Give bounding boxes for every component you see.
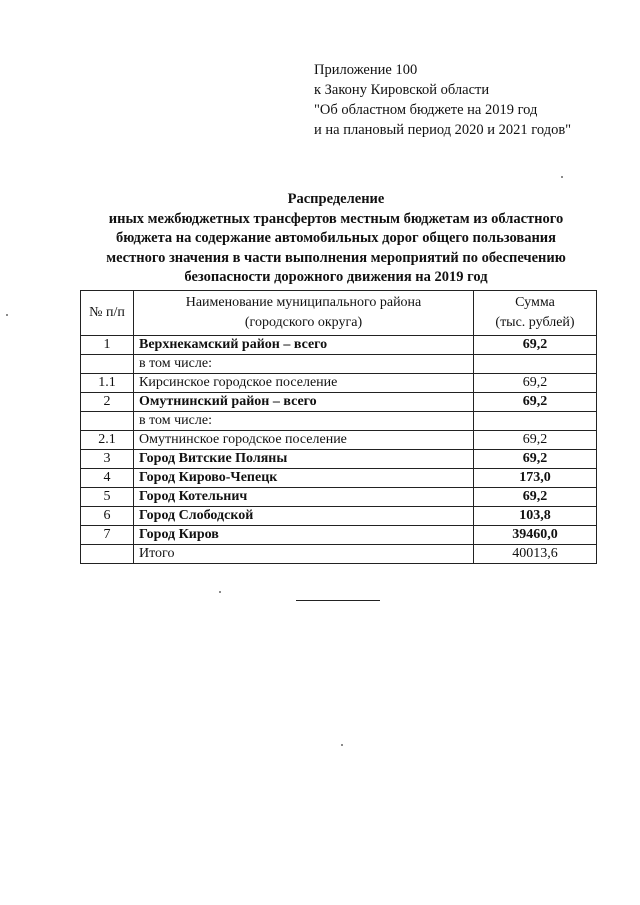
cell-name: в том числе: (134, 355, 474, 374)
title-line: бюджета на содержание автомобильных дорог общего пользования (115, 230, 557, 246)
distribution-table (80, 290, 597, 564)
appendix-line: "Об областном бюджете на 2019 год (314, 102, 538, 118)
appendix-line: Приложение 100 (314, 62, 418, 78)
scan-speck (6, 314, 8, 316)
table-row (81, 507, 597, 526)
cell-name: Город Слободской (134, 507, 474, 526)
cell-sum: 39460,0 (474, 526, 597, 545)
cell-sum: 40013,6 (474, 545, 597, 564)
cell-num: 5 (81, 488, 134, 507)
cell-name: в том числе: (134, 412, 474, 431)
cell-sum: 173,0 (474, 469, 597, 488)
cell-name: Город Киров (134, 526, 474, 545)
title-line: Распределение (287, 191, 385, 207)
cell-name: Омутнинское городское поселение (134, 431, 474, 450)
title-line: безопасности дорожного движения на 2019 год (184, 269, 488, 285)
appendix-line: и на плановый период 2020 и 2021 годов" (314, 122, 572, 138)
header-sum-line2: (тыс. рублей) (495, 315, 575, 330)
cell-sum: 69,2 (474, 374, 597, 393)
cell-num: 1.1 (81, 374, 134, 393)
cell-sum: 103,8 (474, 507, 597, 526)
table-row (81, 393, 597, 412)
title-line: иных межбюджетных трансфертов местным бюджетам из областного (108, 210, 564, 227)
table-row (81, 469, 597, 488)
cell-sum: 69,2 (474, 393, 597, 412)
cell-num (81, 355, 134, 374)
header-num: № п/п (81, 291, 134, 336)
cell-num: 2.1 (81, 431, 134, 450)
table-row (81, 355, 597, 374)
cell-name: Город Кирово-Чепецк (134, 469, 474, 488)
cell-num: 1 (81, 336, 134, 355)
cell-name: Омутнинский район – всего (134, 393, 474, 412)
table-row (81, 374, 597, 393)
table-row (81, 488, 597, 507)
scan-speck (219, 591, 221, 593)
header-name (134, 291, 474, 336)
table-row (81, 526, 597, 545)
cell-name: Кирсинское городское поселение (134, 374, 474, 393)
cell-num: 2 (81, 393, 134, 412)
document-title (70, 190, 602, 288)
header-sum-line1: Сумма (515, 295, 555, 310)
closing-rule (296, 600, 380, 601)
header-name-line2: (городского округа) (244, 315, 363, 330)
header-name-line1: Наименование муниципального района (185, 295, 422, 310)
cell-sum: 69,2 (474, 488, 597, 507)
scan-speck (341, 744, 343, 746)
cell-name: Город Витские Поляны (134, 450, 474, 469)
cell-num: 3 (81, 450, 134, 469)
table-row (81, 431, 597, 450)
cell-num: 4 (81, 469, 134, 488)
table-row (81, 412, 597, 431)
table-row (81, 450, 597, 469)
table-row (81, 336, 597, 355)
cell-sum (474, 412, 597, 431)
table-body (81, 336, 597, 564)
appendix-block (314, 60, 571, 140)
cell-name: Город Котельнич (134, 488, 474, 507)
table-header-row (81, 291, 597, 336)
cell-num: 6 (81, 507, 134, 526)
cell-num (81, 545, 134, 564)
table-row (81, 545, 597, 564)
cell-name: Итого (134, 545, 474, 564)
appendix-line: к Закону Кировской области (314, 82, 490, 98)
scan-speck (561, 176, 563, 178)
cell-num (81, 412, 134, 431)
cell-num: 7 (81, 526, 134, 545)
header-sum (474, 291, 597, 336)
cell-sum: 69,2 (474, 450, 597, 469)
cell-name: Верхнекамский район – всего (134, 336, 474, 355)
cell-sum: 69,2 (474, 336, 597, 355)
cell-sum: 69,2 (474, 431, 597, 450)
title-line: местного значения в части выполнения мероприятий по обеспечению (106, 249, 566, 266)
cell-sum (474, 355, 597, 374)
